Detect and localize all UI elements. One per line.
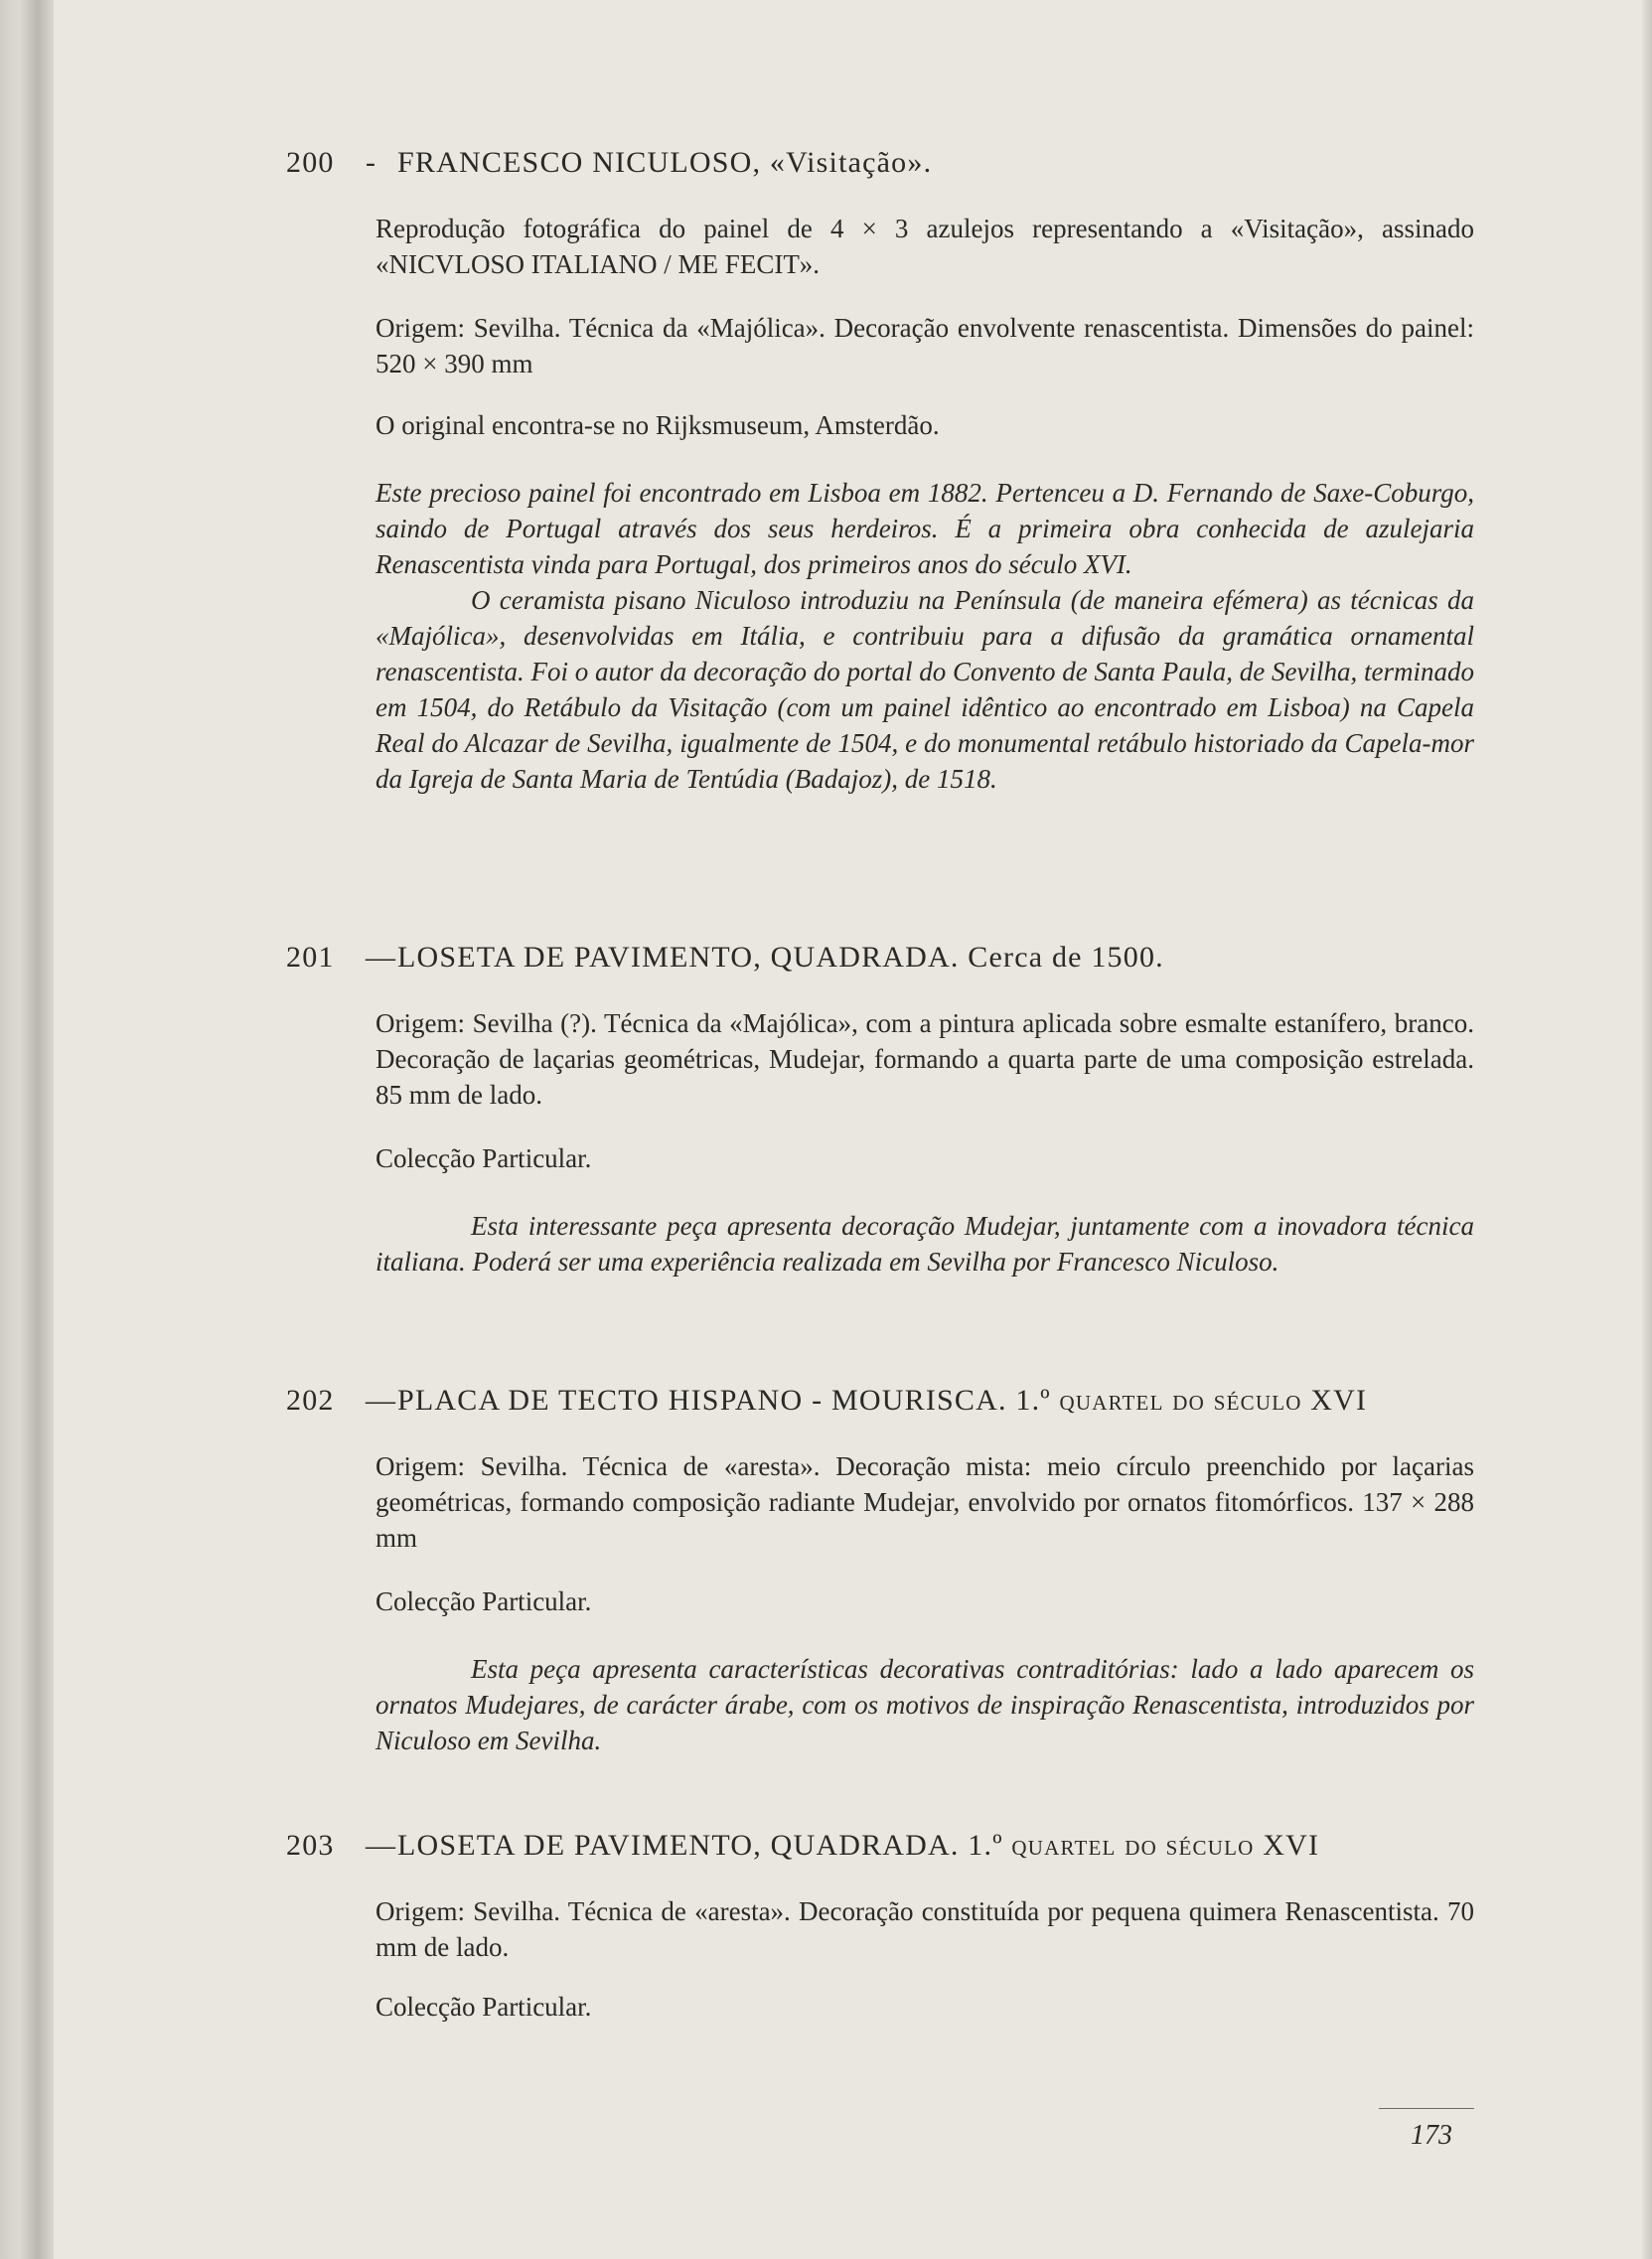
entry-heading	[0, 1383, 1367, 1419]
entry-dash: -	[366, 146, 377, 179]
entry-number: 203	[286, 1829, 335, 1862]
entry-collection	[375, 1583, 1474, 1619]
entry-title: FRANCESCO NICULOSO, «Visitação».	[397, 146, 933, 179]
entry-collection	[375, 1140, 1474, 1176]
entry-collection	[375, 1989, 1474, 2025]
entry-location	[375, 407, 1474, 443]
entry-origin	[375, 1448, 1474, 1556]
entry-note	[375, 1208, 1474, 1280]
entry-heading	[0, 1828, 1319, 1864]
entry-title: PLACA DE TECTO HISPANO - MOURISCA.	[397, 1384, 1007, 1417]
note-paragraph: Esta peça apresenta características decorativas contraditórias: lado a lado aparecem os ornatos Mudejares, de carácter árabe, com os motivos de inspiração Renascentista, introduzidos por Niculoso em Sevilha.	[375, 1654, 1474, 1755]
entry-note	[375, 1651, 1474, 1758]
entry-dash: —	[366, 941, 397, 974]
note-paragraph: Esta interessante peça apresenta decoração Mudejar, juntamente com a inovadora técnica italiana. Poderá ser uma experiência realizada em Sevilha por Francesco Niculoso.	[375, 1211, 1474, 1277]
entry-date: 1.º quartel do século XVI	[968, 1829, 1320, 1862]
entry-dash: —	[366, 1829, 397, 1862]
entry-description	[375, 211, 1474, 282]
origin-paragraph: Origem: Sevilha. Técnica de «aresta». Decoração mista: meio círculo preenchido por laçarias geométricas, formando composição radiante Mudejar, envolvido por ornatos fitomórficos. 137 × 288 mm	[375, 1451, 1474, 1553]
entry-number: 201	[286, 941, 335, 974]
entry-heading	[0, 940, 1164, 976]
entry-number: 202	[286, 1384, 335, 1417]
entry-title: LOSETA DE PAVIMENTO, QUADRADA.	[397, 1829, 960, 1862]
collection-paragraph: Colecção Particular.	[375, 1992, 592, 2022]
collection-paragraph: Colecção Particular.	[375, 1586, 592, 1616]
location-paragraph: O original encontra-se no Rijksmuseum, Amsterdão.	[375, 410, 940, 440]
description-paragraph: Reprodução fotográfica do painel de 4 × 3 azulejos representando a «Visitação», assinado «NICVLOSO ITALIANO / ME FECIT».	[375, 214, 1474, 279]
entry-number: 200	[286, 146, 335, 179]
book-spine-shadow	[0, 0, 54, 2259]
entry-origin	[375, 1005, 1474, 1113]
entry-date: Cerca de 1500.	[968, 941, 1164, 974]
entry-notes	[375, 475, 1474, 797]
page-number: 173	[1411, 2120, 1452, 2151]
origin-paragraph: Origem: Sevilha (?). Técnica da «Majólica», com a pintura aplicada sobre esmalte estanífero, branco. Decoração de laçarias geométricas, Mudejar, formando a quarta parte de uma composição estrelada. 85 mm de lado.	[375, 1008, 1474, 1110]
origin-paragraph: Origem: Sevilha. Técnica da «Majólica». Decoração envolvente renascentista. Dimensões do painel: 520 × 390 mm	[375, 313, 1474, 378]
entry-origin	[375, 1893, 1474, 1965]
entry-origin	[375, 310, 1474, 381]
footer-rule	[1379, 2108, 1474, 2109]
entry-title: LOSETA DE PAVIMENTO, QUADRADA.	[397, 941, 960, 974]
collection-paragraph: Colecção Particular.	[375, 1143, 592, 1173]
page-edge	[1642, 0, 1652, 2259]
entry-date: 1.º quartel do século XVI	[1015, 1384, 1368, 1417]
entry-heading	[0, 145, 932, 181]
entry-dash: —	[366, 1384, 397, 1417]
origin-paragraph: Origem: Sevilha. Técnica de «aresta». Decoração constituída por pequena quimera Renascentista. 70 mm de lado.	[375, 1896, 1474, 1962]
note-paragraph: O ceramista pisano Niculoso introduziu na Península (de maneira efémera) as técnicas da «Majólica», desenvolvidas em Itália, e contribuiu para a difusão da gramática ornamental renascentista. Foi o autor da decoração do portal do Convento de Santa Paula, de Sevilha, terminado em 1504, do Retábulo da Visitação (com um painel idêntico ao encontrado em Lisboa) na Capela Real do Alcazar de Sevilha, igualmente de 1504, e do monumental retábulo historiado da Capela-mor da Igreja de Santa Maria de Tentúdia (Badajoz), de 1518.	[375, 585, 1474, 794]
note-paragraph: Este precioso painel foi encontrado em Lisboa em 1882. Pertenceu a D. Fernando de Saxe-Coburgo, saindo de Portugal através dos seus herdeiros. É a primeira obra conhecida de azulejaria Renascentista vinda para Portugal, dos primeiros anos do século XVI.	[375, 478, 1474, 579]
